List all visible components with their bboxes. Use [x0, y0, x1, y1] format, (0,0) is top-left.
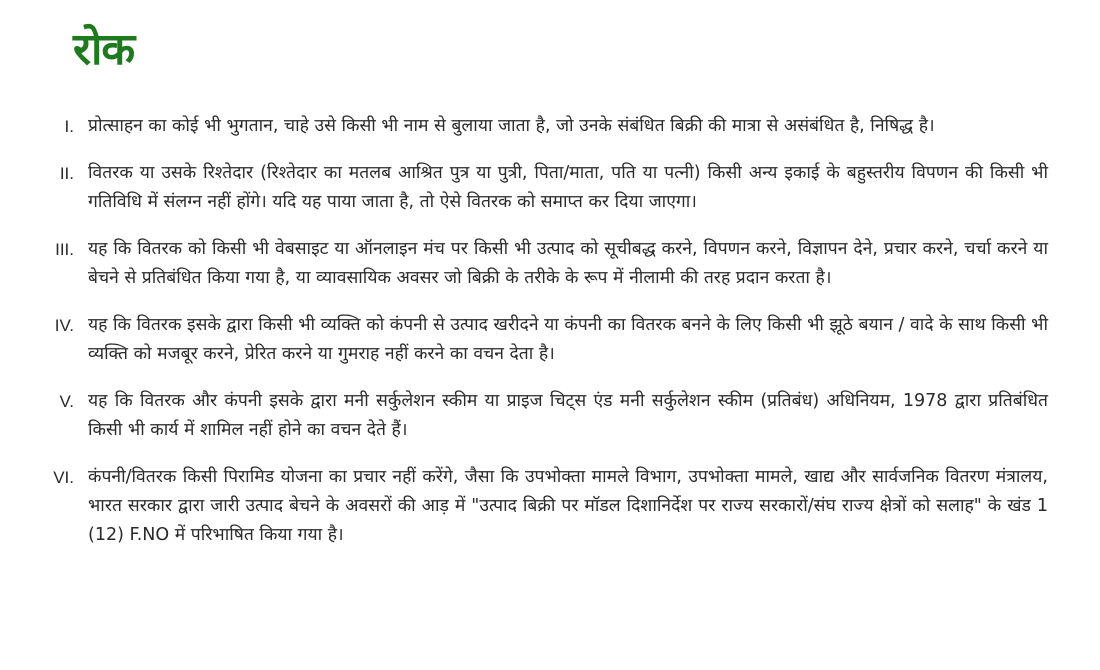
list-item-text: यह कि वितरक और कंपनी इसके द्वारा मनी सर्कुलेशन स्कीम या प्राइज चिट्स एंड मनी सर्कुलेशन स्कीम (प्रतिबंध) अधिनियम, 1978 द्वारा प्रतिबंधित किसी भी कार्य में शामिल नहीं होने का वचन देते हैं।	[88, 391, 1048, 440]
list-item	[0, 112, 1100, 141]
list-item-numeral: V.	[59, 392, 74, 411]
list-item-text: वितरक या उसके रिश्तेदार (रिश्तेदार का मतलब आश्रित पुत्र या पुत्री, पिता/माता, पति या पत्नी) किसी अन्य इकाई के बहुस्तरीय विपणन की किसी भी गतिविधि में संलग्न नहीं होंगे। यदि यह पाया जाता है, तो ऐसे वितरक को समाप्त कर दिया जाएगा।	[88, 163, 1048, 212]
list-item-numeral: III.	[55, 240, 74, 259]
list-item-numeral: II.	[59, 164, 74, 183]
list-item	[0, 311, 1100, 369]
list-item-numeral: IV.	[54, 316, 74, 335]
list-item	[0, 387, 1100, 445]
prohibitions-list	[0, 112, 1100, 568]
list-item-text: प्रोत्साहन का कोई भी भुगतान, चाहे उसे किसी भी नाम से बुलाया जाता है, जो उनके संबंधित बिक्री की मात्रा से असंबंधित है, निषिद्ध है।	[88, 116, 935, 136]
list-item-text: यह कि वितरक को किसी भी वेबसाइट या ऑनलाइन मंच पर किसी भी उत्पाद को सूचीबद्ध करने, विपणन करने, विज्ञापन देने, प्रचार करने, चर्चा करने या बेचने से प्रतिबंधित किया गया है, या व्यावसायिक अवसर जो बिक्री के तरीके के रूप में नीलामी की तरह प्रदान करता है।	[88, 239, 1048, 288]
list-item	[0, 235, 1100, 293]
list-item-text: यह कि वितरक इसके द्वारा किसी भी व्यक्ति को कंपनी से उत्पाद खरीदने या कंपनी का वितरक बनने के लिए किसी भी झूठे बयान / वादे के साथ किसी भी व्यक्ति को मजबूर करने, प्रेरित करने या गुमराह नहीं करने का वचन देता है।	[88, 315, 1048, 364]
list-item-numeral: VI.	[53, 468, 74, 487]
list-item	[0, 159, 1100, 217]
page-title: रोक	[73, 24, 135, 75]
list-item	[0, 463, 1100, 550]
list-item-text: कंपनी/वितरक किसी पिरामिड योजना का प्रचार नहीं करेंगे, जैसा कि उपभोक्ता मामले विभाग, उपभोक्ता मामले, खाद्य और सार्वजनिक वितरण मंत्रालय, भारत सरकार द्वारा जारी उत्पाद बेचने के अवसरों की आड़ में "उत्पाद बिक्री पर मॉडल दिशानिर्देश पर राज्य सरकारों/संघ राज्य क्षेत्रों को सलाह" के खंड 1 (12) F.NO में परिभाषित किया गया है।	[88, 467, 1048, 545]
list-item-numeral: I.	[64, 117, 74, 136]
